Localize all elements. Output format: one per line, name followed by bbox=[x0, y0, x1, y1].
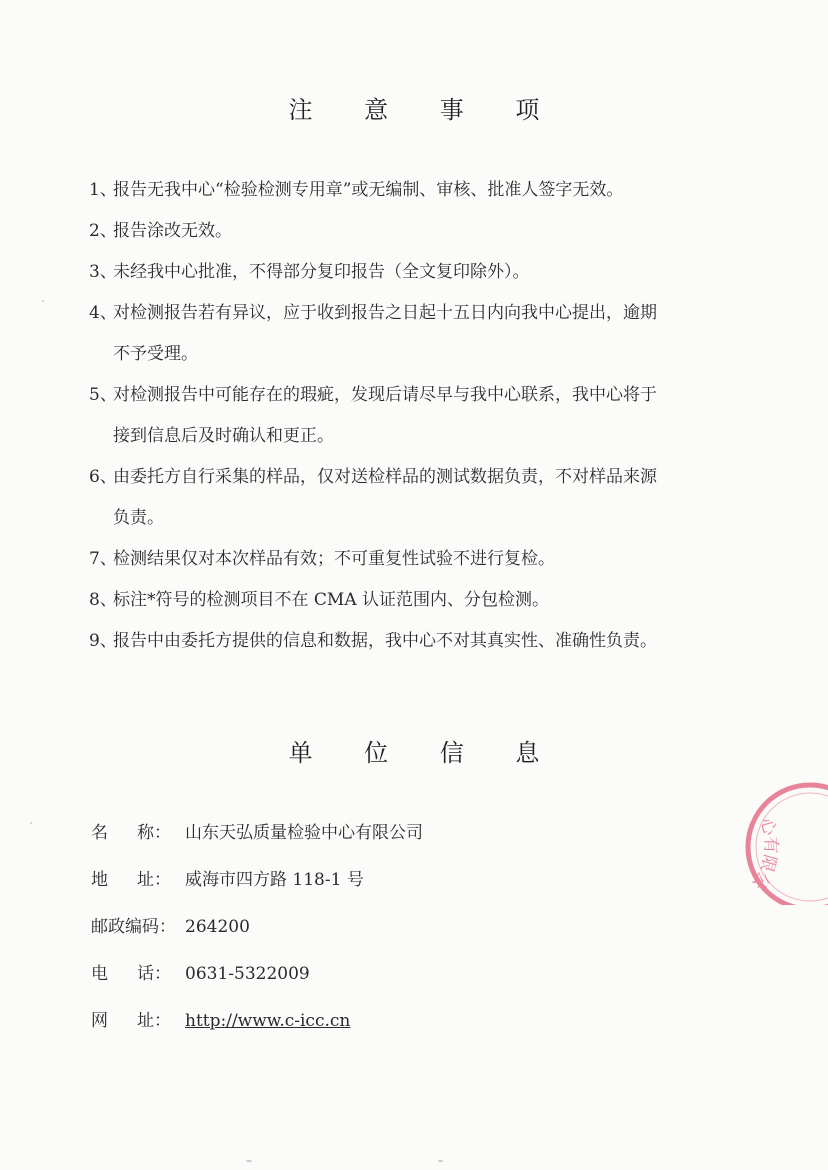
company-name-value: 山东天弘质量检验中心有限公司 bbox=[185, 823, 423, 843]
notice-line: 报告涂改无效。 bbox=[113, 221, 232, 241]
notice-item bbox=[89, 457, 754, 539]
website-row bbox=[91, 998, 691, 1045]
phone-row bbox=[91, 951, 691, 998]
notice-item bbox=[89, 170, 754, 211]
notice-text bbox=[113, 211, 754, 252]
notice-number: 6、 bbox=[89, 467, 117, 487]
notice-item bbox=[89, 375, 754, 457]
official-seal bbox=[700, 775, 828, 905]
notice-item bbox=[89, 293, 754, 375]
notice-text bbox=[113, 539, 754, 580]
notice-number: 2、 bbox=[89, 221, 117, 241]
notice-text bbox=[113, 252, 754, 293]
seal-text: 心有限公 bbox=[747, 815, 781, 893]
notice-item bbox=[89, 539, 754, 580]
notice-item bbox=[89, 621, 754, 662]
notice-item bbox=[89, 252, 754, 293]
notice-number: 9、 bbox=[89, 631, 117, 651]
address-value: 威海市四方路 118-1 号 bbox=[185, 870, 364, 890]
unit-info-list bbox=[91, 810, 691, 1045]
notice-text bbox=[113, 375, 754, 457]
notice-list bbox=[89, 170, 754, 662]
address-row bbox=[91, 857, 691, 904]
postcode-label: 邮政编码： bbox=[91, 917, 176, 937]
notice-text bbox=[113, 457, 754, 539]
notice-text bbox=[113, 580, 754, 621]
notice-line: 负责。 bbox=[113, 508, 164, 528]
company-name-label: 名 称： bbox=[91, 823, 171, 843]
address-label: 地 址： bbox=[91, 870, 171, 890]
notice-line: 不予受理。 bbox=[113, 344, 198, 364]
notice-title: 注 意 事 项 bbox=[288, 96, 562, 124]
website-label: 网 址： bbox=[91, 1011, 171, 1031]
phone-label: 电 话： bbox=[91, 964, 171, 984]
company-name-row bbox=[91, 810, 691, 857]
notice-line: 报告中由委托方提供的信息和数据，我中心不对其真实性、准确性负责。 bbox=[113, 631, 657, 651]
notice-line: 由委托方自行采集的样品，仅对送检样品的测试数据负责，不对样品来源 bbox=[113, 467, 657, 487]
notice-line: 检测结果仅对本次样品有效；不可重复性试验不进行复检。 bbox=[113, 549, 555, 569]
notice-number: 5、 bbox=[89, 385, 117, 405]
notice-number: 8、 bbox=[89, 590, 117, 610]
notice-line: 对检测报告若有异议，应于收到报告之日起十五日内向我中心提出，逾期 bbox=[113, 303, 657, 323]
notice-line: 未经我中心批准，不得部分复印报告（全文复印除外）。 bbox=[113, 262, 530, 282]
notice-text bbox=[113, 293, 754, 375]
website-link[interactable]: http://www.c-icc.cn bbox=[185, 1011, 351, 1031]
notice-number: 1、 bbox=[89, 180, 117, 200]
notice-line: 对检测报告中可能存在的瑕疵，发现后请尽早与我中心联系，我中心将于 bbox=[113, 385, 657, 405]
notice-item bbox=[89, 211, 754, 252]
website-value bbox=[185, 998, 362, 1045]
unit-info-title: 单 位 信 息 bbox=[288, 739, 562, 767]
notice-text bbox=[113, 170, 754, 211]
notice-text bbox=[113, 621, 754, 662]
notice-line: 标注*符号的检测项目不在 CMA 认证范围内、分包检测。 bbox=[113, 590, 549, 610]
postcode-value: 264200 bbox=[185, 917, 250, 937]
phone-value: 0631-5322009 bbox=[185, 964, 310, 984]
postcode-row bbox=[91, 904, 691, 951]
notice-line: 报告无我中心“检验检测专用章”或无编制、审核、批准人签字无效。 bbox=[113, 180, 624, 200]
notice-number: 4、 bbox=[89, 303, 117, 323]
notice-number: 3、 bbox=[89, 262, 117, 282]
notice-line: 接到信息后及时确认和更正。 bbox=[113, 426, 334, 446]
notice-item bbox=[89, 580, 754, 621]
notice-number: 7、 bbox=[89, 549, 117, 569]
